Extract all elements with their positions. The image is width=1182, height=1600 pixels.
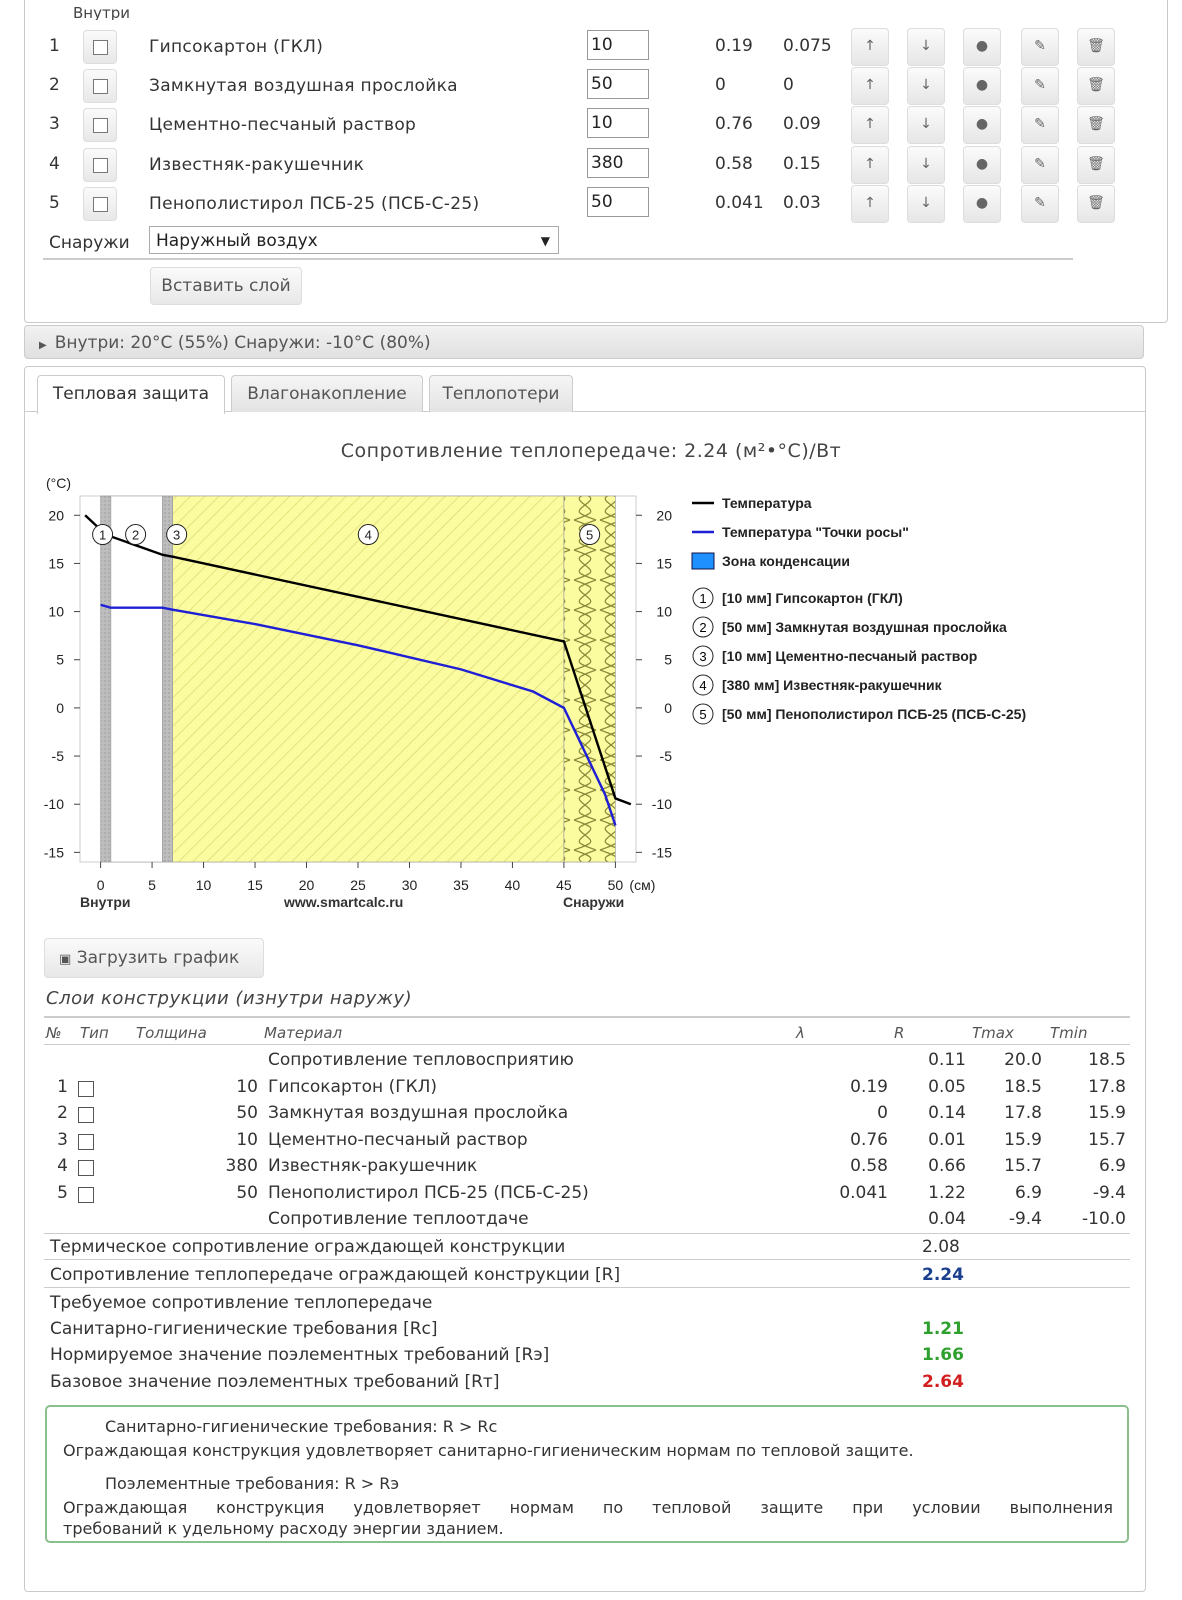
row-material: Замкнутая воздушная прослойка: [268, 1103, 569, 1123]
row-number: 4: [57, 1156, 68, 1176]
arrow-down-icon: ↓: [920, 116, 932, 132]
y-tick-label-right: 10: [656, 603, 672, 620]
select-button[interactable]: [963, 185, 1001, 223]
sanitary-value: 1.21: [922, 1319, 964, 1339]
row-number: 1: [57, 1077, 68, 1097]
move-up-button[interactable]: [851, 106, 889, 144]
layers-panel: [24, 0, 1168, 323]
row-tmin: 18.5: [1088, 1050, 1126, 1070]
legend-layer-number: 1: [699, 591, 707, 606]
arrow-down-icon: ↓: [920, 195, 932, 211]
x-tick-label: 35: [453, 877, 469, 893]
row-material: Известняк-ракушечник: [268, 1156, 478, 1176]
required-resistance-label: Требуемое сопротивление теплопередаче: [50, 1293, 433, 1313]
move-down-button[interactable]: [907, 67, 945, 105]
row-checkbox[interactable]: [78, 1081, 94, 1097]
layers-table-title: Слои конструкции (изнутри наружу): [46, 988, 413, 1009]
move-up-button[interactable]: [851, 28, 889, 66]
edit-button[interactable]: [1021, 28, 1059, 66]
conditions-toggle[interactable]: [24, 325, 1144, 359]
trash-icon: 🗑: [1087, 38, 1105, 54]
x-tick-label: 40: [504, 877, 521, 893]
legend-layer-text: [50 мм] Замкнутая воздушная прослойка: [722, 619, 1007, 635]
layer-material: Известняк-ракушечник: [149, 155, 365, 175]
row-checkbox[interactable]: [78, 1134, 94, 1150]
layer-row: [25, 146, 1167, 184]
row-thickness: 10: [236, 1077, 258, 1097]
arrow-down-icon: ↓: [920, 38, 932, 54]
x-tick-label: 30: [401, 877, 418, 893]
select-button[interactable]: [963, 146, 1001, 184]
layer-thickness-input[interactable]: [587, 108, 649, 138]
y-tick-label-left: -5: [51, 748, 64, 765]
row-lambda: 0.58: [850, 1156, 888, 1176]
move-down-button[interactable]: [907, 146, 945, 184]
legend-layer-number: 3: [699, 649, 707, 664]
x-tick-label: 0: [96, 877, 105, 893]
result-box: [45, 1405, 1129, 1543]
outside-select-value: Наружный воздух: [156, 231, 318, 251]
pencil-icon: ✎: [1034, 156, 1046, 172]
layer-number: 3: [49, 114, 60, 134]
row-checkbox[interactable]: [78, 1187, 94, 1203]
layer-r: 0.075: [783, 36, 832, 56]
heat-transfer-resistance-label: Сопротивление теплопередаче ограждающей конструкции [R]: [50, 1265, 621, 1285]
result-element-text-1: Ограждающая конструкция удовлетворяет нормам по тепловой защите при условии выполнения: [63, 1498, 1113, 1517]
row-thickness: 50: [236, 1183, 258, 1203]
layer-material: Пенополистирол ПСБ-25 (ПСБ-С-25): [149, 194, 480, 214]
divider: [44, 1287, 1130, 1288]
result-element-text-2: требований к удельному расходу энергии зданием.: [63, 1519, 504, 1538]
y-tick-label-left: 5: [56, 651, 64, 668]
row-lambda: 0.041: [839, 1183, 888, 1203]
layer-number: 1: [49, 36, 60, 56]
move-down-button[interactable]: [907, 185, 945, 223]
row-tmin: 15.9: [1088, 1103, 1126, 1123]
table-row: [0, 1156, 1182, 1182]
row-lambda: 0.76: [850, 1130, 888, 1150]
layer-lambda: 0.58: [715, 154, 753, 174]
dot-icon: ●: [975, 38, 989, 54]
row-tmax: 20.0: [1004, 1050, 1042, 1070]
layer-checkbox[interactable]: [83, 69, 117, 103]
row-material: Цементно-песчаный раствор: [268, 1130, 528, 1150]
legend: [692, 495, 1026, 724]
y-tick-label-left: 20: [48, 507, 64, 524]
row-thickness: 10: [236, 1130, 258, 1150]
table-row: [0, 1103, 1182, 1129]
layer-material: Цементно-песчаный раствор: [149, 115, 417, 135]
dot-icon: ●: [975, 156, 989, 172]
row-r: 0.11: [928, 1050, 966, 1070]
delete-button[interactable]: [1077, 67, 1115, 105]
x-label-site: www.smartcalc.ru: [284, 894, 404, 910]
x-tick-label: 20: [298, 877, 315, 893]
legend-layer-number: 5: [699, 707, 707, 722]
table-row: [0, 1209, 1182, 1235]
move-down-button[interactable]: [907, 28, 945, 66]
row-checkbox[interactable]: [78, 1107, 94, 1123]
row-r: 0.14: [928, 1103, 966, 1123]
divider: [44, 1044, 1130, 1045]
arrow-down-icon: ↓: [920, 77, 932, 93]
row-checkbox[interactable]: [78, 1160, 94, 1176]
y-tick-label-left: 0: [56, 699, 64, 716]
tab-heat-loss[interactable]: Теплопотери: [429, 375, 573, 412]
y-tick-label-left: -15: [43, 844, 64, 861]
x-tick-label: 15: [247, 877, 263, 893]
x-label-inside: Внутри: [80, 894, 131, 910]
select-button[interactable]: [963, 28, 1001, 66]
row-lambda: 0: [877, 1103, 888, 1123]
layer-band-5: [564, 496, 615, 862]
y-axis-label: (°С): [46, 475, 72, 491]
layer-marker-label: 3: [173, 527, 181, 543]
layer-checkbox[interactable]: [83, 108, 117, 142]
edit-button[interactable]: [1021, 67, 1059, 105]
layer-thickness-input[interactable]: [587, 69, 649, 99]
layer-band-1: [98, 496, 111, 862]
col-lambda: λ: [796, 1024, 805, 1042]
delete-button[interactable]: [1077, 146, 1115, 184]
layer-number: 4: [49, 154, 60, 174]
layer-band-4: [173, 496, 564, 862]
x-tick-label: 25: [350, 877, 366, 893]
heat-transfer-resistance-value: 2.24: [922, 1265, 964, 1285]
layer-marker-label: 5: [586, 527, 594, 543]
divider: [44, 1233, 1130, 1234]
layer-lambda: 0.76: [715, 114, 753, 134]
x-tick-label: 50: [607, 877, 624, 893]
outside-select[interactable]: [149, 226, 559, 254]
conditions-text: Внутри: 20°С (55%) Снаружи: -10°С (80%): [54, 333, 431, 353]
layer-material: Гипсокартон (ГКЛ): [149, 37, 324, 57]
select-button[interactable]: [963, 106, 1001, 144]
row-r: 1.22: [928, 1183, 966, 1203]
thermal-resistance-label: Термическое сопротивление ограждающей конструкции: [50, 1237, 566, 1257]
layer-material: Замкнутая воздушная прослойка: [149, 76, 458, 96]
col-num: №: [46, 1024, 62, 1042]
row-material: Пенополистирол ПСБ-25 (ПСБ-С-25): [268, 1183, 589, 1203]
legend-temperature: Температура: [722, 495, 812, 511]
layer-r: 0: [783, 75, 794, 95]
layer-thickness-input[interactable]: [587, 187, 649, 217]
tab-moisture[interactable]: Влагонакопление: [231, 375, 423, 412]
edit-button[interactable]: [1021, 146, 1059, 184]
divider: [44, 1016, 1130, 1018]
table-row: [0, 1077, 1182, 1103]
trash-icon: 🗑: [1087, 77, 1105, 93]
x-tick-label: 10: [195, 877, 212, 893]
y-tick-label-left: 15: [48, 555, 64, 572]
y-tick-label-right: 5: [664, 651, 672, 668]
row-r: 0.04: [928, 1209, 966, 1229]
download-chart-label: Загрузить график: [76, 948, 240, 968]
table-row: [0, 1183, 1182, 1209]
row-r: 0.01: [928, 1130, 966, 1150]
insert-layer-button[interactable]: Вставить слой: [150, 267, 302, 305]
base-label: Базовое значение поэлементных требований [Rт]: [50, 1372, 500, 1392]
row-tmax: 18.5: [1004, 1077, 1042, 1097]
temperature-chart: [0, 460, 1182, 930]
inside-label: Внутри: [73, 6, 130, 20]
layer-row: [25, 67, 1167, 105]
row-tmax: -9.4: [1008, 1209, 1042, 1229]
y-tick-label-right: -5: [659, 748, 672, 765]
layer-row: [25, 106, 1167, 144]
move-up-button[interactable]: [851, 67, 889, 105]
normative-value: 1.66: [922, 1345, 964, 1365]
row-r: 0.05: [928, 1077, 966, 1097]
row-material: Гипсокартон (ГКЛ): [268, 1077, 438, 1097]
col-tmax: Tmax: [972, 1024, 1014, 1042]
col-tmin: Tmin: [1050, 1024, 1088, 1042]
legend-layer-number: 4: [699, 678, 707, 693]
layer-lambda: 0.041: [715, 193, 764, 213]
pencil-icon: ✎: [1034, 38, 1046, 54]
layer-r: 0.15: [783, 154, 821, 174]
sanitary-label: Санитарно-гигиенические требования [Rс]: [50, 1319, 438, 1339]
tab-thermal-protection[interactable]: Тепловая защита: [37, 375, 225, 414]
legend-condensation: Зона конденсации: [722, 553, 850, 569]
legend-dewpoint: Температура "Точки росы": [722, 524, 909, 540]
layer-checkbox[interactable]: [83, 187, 117, 221]
legend-layer-text: [380 мм] Известняк-ракушечник: [722, 677, 942, 693]
col-r: R: [894, 1024, 905, 1042]
outside-label: Снаружи: [49, 233, 130, 253]
arrow-up-icon: ↑: [864, 156, 876, 172]
y-tick-label-left: 10: [48, 603, 64, 620]
move-down-button[interactable]: [907, 106, 945, 144]
layer-thickness-input[interactable]: [587, 148, 649, 178]
row-tmax: 15.9: [1004, 1130, 1042, 1150]
edit-button[interactable]: [1021, 106, 1059, 144]
row-tmin: -9.4: [1092, 1183, 1126, 1203]
trash-icon: 🗑: [1087, 116, 1105, 132]
pencil-icon: ✎: [1034, 77, 1046, 93]
floppy-icon: ▣: [59, 952, 72, 967]
base-value: 2.64: [922, 1372, 964, 1392]
table-row: [0, 1050, 1182, 1076]
layer-band-3: [162, 496, 172, 862]
y-tick-label-right: 0: [664, 699, 672, 716]
layer-thickness-input[interactable]: [587, 30, 649, 60]
row-tmax: 15.7: [1004, 1156, 1042, 1176]
pencil-icon: ✎: [1034, 195, 1046, 211]
col-type: Тип: [80, 1024, 109, 1042]
legend-layer-text: [10 мм] Гипсокартон (ГКЛ): [722, 590, 903, 606]
y-tick-label-left: -10: [43, 796, 64, 813]
row-tmin: 15.7: [1088, 1130, 1126, 1150]
trash-icon: 🗑: [1087, 195, 1105, 211]
legend-layer-text: [10 мм] Цементно-песчаный раствор: [722, 648, 978, 664]
dot-icon: ●: [975, 116, 989, 132]
row-r: 0.66: [928, 1156, 966, 1176]
layer-lambda: 0: [715, 75, 726, 95]
legend-layer-text: [50 мм] Пенополистирол ПСБ-25 (ПСБ-С-25): [722, 706, 1027, 722]
arrow-up-icon: ↑: [864, 195, 876, 211]
row-material: Сопротивление теплоотдаче: [268, 1209, 529, 1229]
col-thickness: Толщина: [136, 1024, 207, 1042]
row-tmax: 6.9: [1014, 1183, 1042, 1203]
x-label-outside: Снаружи: [563, 894, 625, 910]
divider: [43, 258, 1073, 260]
layer-lambda: 0.19: [715, 36, 753, 56]
divider: [44, 1259, 1130, 1260]
result-element-heading: Поэлементные требования: R > Rэ: [105, 1474, 400, 1493]
y-tick-label-right: 15: [656, 555, 672, 572]
layer-row: [25, 185, 1167, 223]
tab-strip: [25, 367, 1145, 412]
legend-swatch-condensation: [692, 553, 714, 569]
legend-layer-number: 2: [699, 620, 707, 635]
y-tick-label-right: -15: [651, 844, 672, 861]
x-tick-label: 45: [556, 877, 572, 893]
x-tick-label: 5: [148, 877, 156, 893]
move-up-button[interactable]: [851, 146, 889, 184]
trash-icon: 🗑: [1087, 156, 1105, 172]
row-tmin: 17.8: [1088, 1077, 1126, 1097]
row-tmin: -10.0: [1082, 1209, 1126, 1229]
delete-button[interactable]: [1077, 185, 1115, 223]
layer-r: 0.03: [783, 193, 821, 213]
row-number: 3: [57, 1130, 68, 1150]
move-up-button[interactable]: [851, 185, 889, 223]
layer-r: 0.09: [783, 114, 821, 134]
result-sanitary-heading: Санитарно-гигиенические требования: R > Rс: [105, 1417, 498, 1436]
edit-button[interactable]: [1021, 185, 1059, 223]
layer-number: 5: [49, 193, 60, 213]
row-tmax: 17.8: [1004, 1103, 1042, 1123]
caret-down-icon: ▼: [540, 234, 550, 248]
row-material: Сопротивление тепловосприятию: [268, 1050, 574, 1070]
y-tick-label-right: 20: [656, 507, 672, 524]
normative-label: Нормируемое значение поэлементных требований [Rэ]: [50, 1345, 550, 1365]
row-number: 2: [57, 1103, 68, 1123]
chart-title: Сопротивление теплопередаче: 2.24 (м²•°С)/Вт: [340, 440, 842, 462]
x-unit-label: (см): [629, 877, 656, 893]
row-thickness: 50: [236, 1103, 258, 1123]
download-chart-button[interactable]: [44, 938, 264, 978]
arrow-up-icon: ↑: [864, 38, 876, 54]
result-sanitary-text: Ограждающая конструкция удовлетворяет санитарно-гигиеническим нормам по тепловой защите.: [63, 1441, 914, 1460]
layer-marker-label: 4: [364, 527, 372, 543]
triangle-right-icon: ▶: [39, 340, 47, 351]
dot-icon: ●: [975, 195, 989, 211]
pencil-icon: ✎: [1034, 116, 1046, 132]
arrow-down-icon: ↓: [920, 156, 932, 172]
arrow-up-icon: ↑: [864, 77, 876, 93]
layer-marker-label: 1: [98, 527, 107, 543]
row-number: 5: [57, 1183, 68, 1203]
layer-row: [25, 28, 1167, 66]
table-row: [0, 1130, 1182, 1156]
thermal-resistance-value: 2.08: [922, 1237, 960, 1257]
row-tmin: 6.9: [1098, 1156, 1126, 1176]
y-tick-label-right: -10: [651, 796, 672, 813]
row-thickness: 380: [225, 1156, 258, 1176]
col-material: Материал: [264, 1024, 343, 1042]
select-button[interactable]: [963, 67, 1001, 105]
layer-number: 2: [49, 75, 60, 95]
dot-icon: ●: [975, 77, 989, 93]
delete-button[interactable]: [1077, 28, 1115, 66]
layer-marker-label: 2: [131, 527, 140, 543]
layer-checkbox[interactable]: [83, 30, 117, 64]
row-lambda: 0.19: [850, 1077, 888, 1097]
delete-button[interactable]: [1077, 106, 1115, 144]
arrow-up-icon: ↑: [864, 116, 876, 132]
layer-checkbox[interactable]: [83, 148, 117, 182]
